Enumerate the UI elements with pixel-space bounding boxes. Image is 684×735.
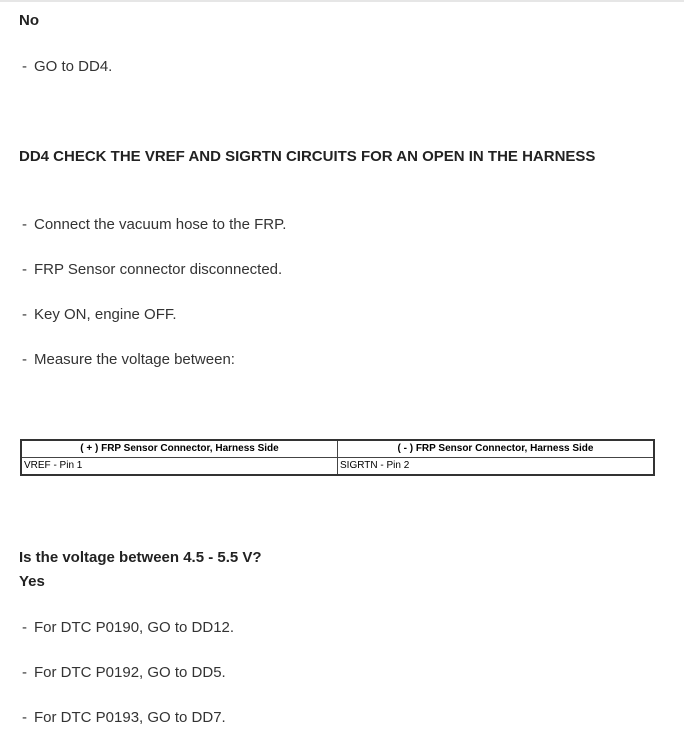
list-item bbox=[22, 306, 177, 324]
list-item bbox=[22, 351, 235, 369]
dd4-heading: DD4 CHECK THE VREF AND SIGRTN CIRCUITS FOR AN OPEN IN THE HARNESS bbox=[19, 148, 596, 165]
list-item bbox=[22, 709, 226, 727]
yes-heading: Yes bbox=[19, 573, 45, 590]
table-header-row bbox=[21, 440, 654, 458]
bullet-dash: - bbox=[22, 261, 27, 278]
list-item bbox=[22, 619, 234, 637]
table-cell: SIGRTN - Pin 2 bbox=[338, 458, 655, 476]
question-heading: Is the voltage between 4.5 - 5.5 V? bbox=[19, 549, 262, 566]
table-header-positive: ( + ) FRP Sensor Connector, Harness Side bbox=[21, 440, 338, 458]
bullet-dash: - bbox=[22, 709, 27, 726]
bullet-dash: - bbox=[22, 664, 27, 681]
list-item-text: Connect the vacuum hose to the FRP. bbox=[34, 216, 287, 233]
no-heading: No bbox=[19, 12, 39, 29]
list-item-text: Measure the voltage between: bbox=[34, 351, 235, 368]
bullet-dash: - bbox=[22, 306, 27, 323]
list-item bbox=[22, 216, 286, 234]
list-item bbox=[22, 58, 112, 76]
list-item-text: Key ON, engine OFF. bbox=[34, 306, 177, 323]
table-header-negative: ( - ) FRP Sensor Connector, Harness Side bbox=[338, 440, 655, 458]
table-row bbox=[21, 458, 654, 476]
list-item bbox=[22, 664, 226, 682]
list-item bbox=[22, 261, 282, 279]
bullet-dash: - bbox=[22, 351, 27, 368]
top-border bbox=[0, 0, 684, 2]
table-cell: VREF - Pin 1 bbox=[21, 458, 338, 476]
bullet-dash: - bbox=[22, 619, 27, 636]
voltage-measurement-table bbox=[20, 439, 655, 476]
bullet-dash: - bbox=[22, 216, 27, 233]
list-item-text: For DTC P0190, GO to DD12. bbox=[34, 619, 235, 636]
list-item-text: For DTC P0193, GO to DD7. bbox=[34, 709, 226, 726]
list-item-text: For DTC P0192, GO to DD5. bbox=[34, 664, 226, 681]
list-item-text: GO to DD4. bbox=[34, 58, 113, 75]
list-item-text: FRP Sensor connector disconnected. bbox=[34, 261, 283, 278]
bullet-dash: - bbox=[22, 58, 27, 75]
